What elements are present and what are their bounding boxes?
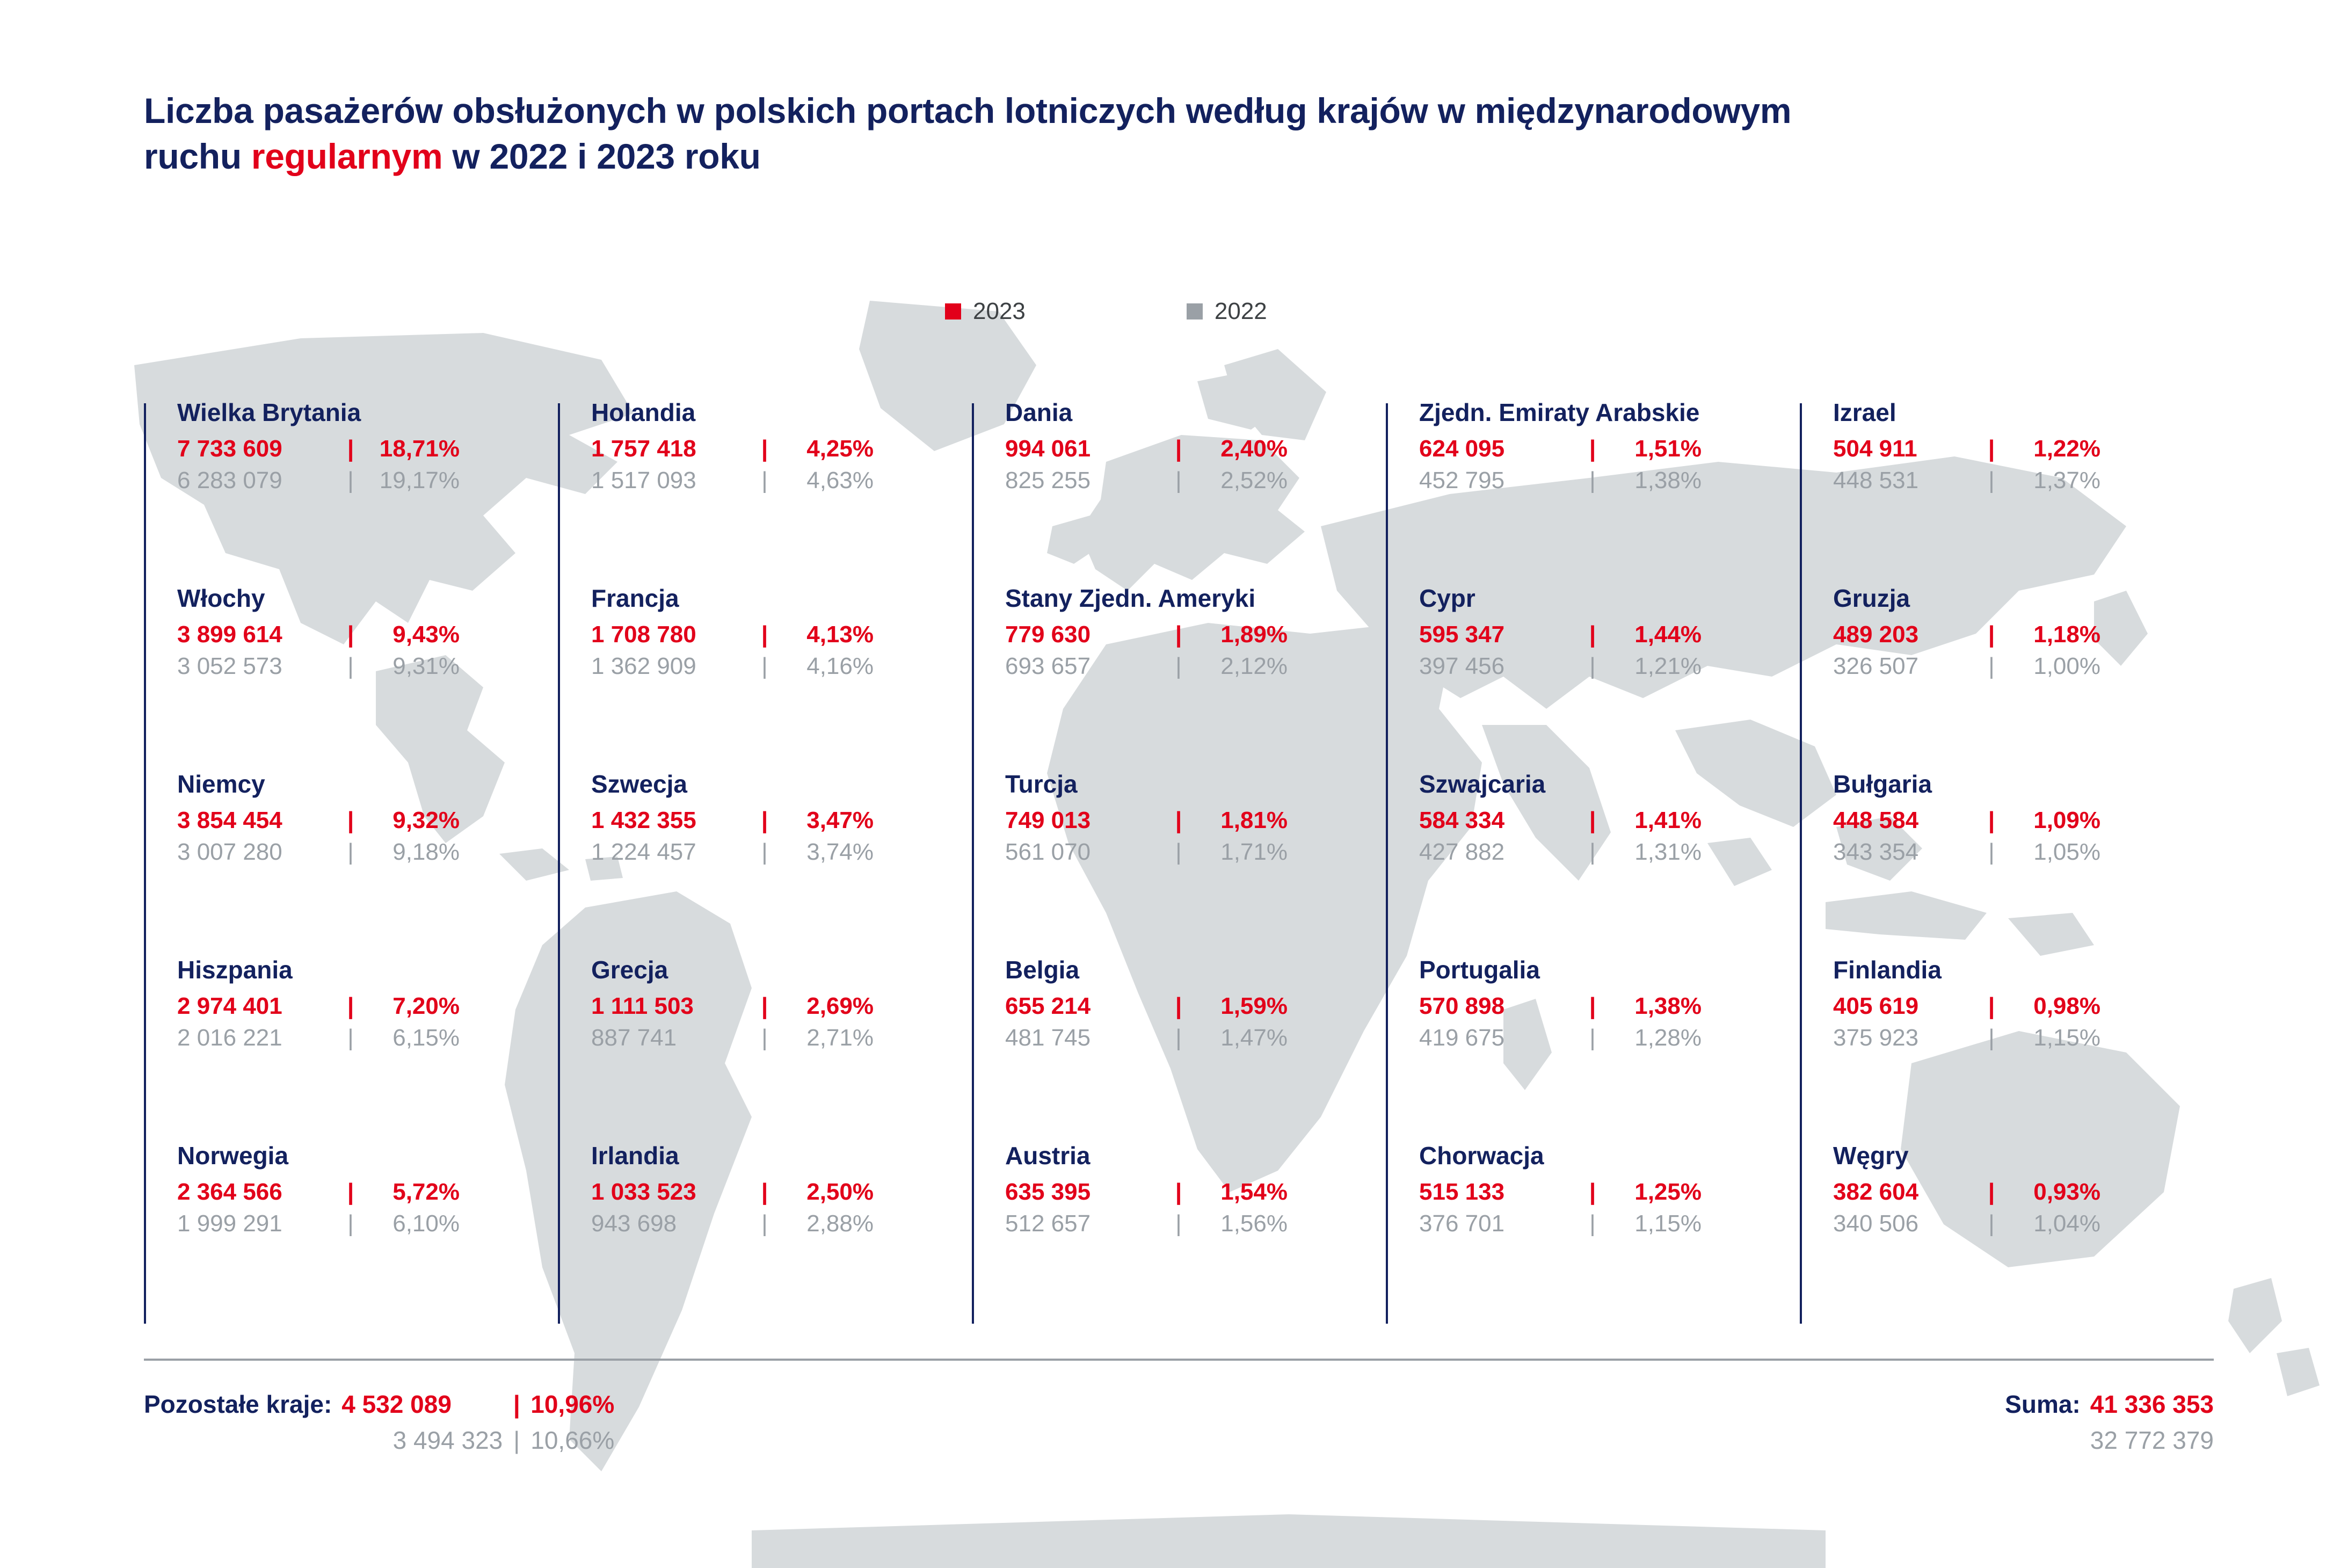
separator: | (347, 652, 354, 679)
value-2023: 570 898 (1419, 993, 1505, 1019)
share-2023: 5,72% (392, 1179, 460, 1205)
country-name: Stany Zjedn. Ameryki (1005, 584, 1256, 612)
country-name: Belgia (1005, 956, 1080, 984)
country-block (1419, 586, 1800, 772)
country-row-2023 (1419, 994, 1800, 1019)
separator: | (761, 1210, 768, 1237)
share-2022: 3,74% (806, 838, 874, 865)
separator: | (761, 838, 768, 865)
separator: | (513, 1390, 520, 1418)
country-block (177, 957, 558, 1143)
value-2022: 1 999 291 (177, 1210, 282, 1237)
separator: | (761, 993, 768, 1019)
share-2023: 3,47% (806, 807, 874, 833)
country-block (1833, 1143, 2214, 1329)
country-block (177, 1143, 558, 1329)
share-2023: 4,25% (806, 435, 874, 462)
country-row-2023 (1419, 622, 1800, 648)
country-block (1833, 586, 2214, 772)
country-grid (144, 400, 2214, 1329)
separator: | (1589, 467, 1596, 493)
country-row-2022 (1833, 1026, 2214, 1051)
country-row-2022 (1833, 468, 2214, 493)
country-block (1005, 957, 1386, 1143)
country-row-2023 (1005, 994, 1386, 1019)
share-2022: 1,00% (2033, 652, 2100, 679)
country-row-2022 (1419, 468, 1800, 493)
value-2022: 1 517 093 (591, 467, 696, 493)
country-row-2023 (1833, 1180, 2214, 1205)
country-name: Włochy (177, 584, 265, 612)
share-2022: 1,38% (1634, 467, 1702, 493)
value-2023: 2 974 401 (177, 993, 282, 1019)
country-name: Niemcy (177, 770, 265, 798)
other-countries-block (144, 1391, 633, 1454)
value-2023: 1 033 523 (591, 1179, 696, 1205)
separator: | (1589, 652, 1596, 679)
country-row-2022 (177, 1211, 558, 1237)
country-column-1 (144, 400, 558, 1329)
footer-divider (144, 1359, 2214, 1361)
country-row-2022 (591, 1211, 972, 1237)
separator: | (347, 807, 354, 833)
value-2023: 624 095 (1419, 435, 1505, 462)
country-name: Zjedn. Emiraty Arabskie (1419, 398, 1700, 426)
separator: | (1175, 1210, 1182, 1237)
country-name: Izrael (1833, 398, 1896, 426)
country-column-2 (558, 400, 972, 1329)
country-block (177, 772, 558, 957)
value-2022: 825 255 (1005, 467, 1091, 493)
share-2022: 1,15% (1634, 1210, 1702, 1237)
separator: | (761, 1179, 768, 1205)
share-2022: 2,12% (1220, 652, 1288, 679)
separator: | (1988, 1179, 1995, 1205)
share-2022: 4,63% (806, 467, 874, 493)
country-column-5 (1800, 400, 2214, 1329)
separator: | (1175, 807, 1182, 833)
value-2022: 397 456 (1419, 652, 1505, 679)
value-2023: 595 347 (1419, 621, 1505, 648)
country-row-2022 (1005, 1211, 1386, 1237)
country-row-2022 (1833, 1211, 2214, 1237)
country-name: Wielka Brytania (177, 398, 361, 426)
share-2022: 1,21% (1634, 652, 1702, 679)
separator: | (1175, 1179, 1182, 1205)
country-row-2023 (1419, 437, 1800, 462)
country-block (177, 400, 558, 586)
country-row-2022 (1005, 468, 1386, 493)
country-name: Bułgaria (1833, 770, 1932, 798)
country-name: Norwegia (177, 1142, 289, 1170)
country-row-2022 (591, 468, 972, 493)
value-2023: 515 133 (1419, 1179, 1505, 1205)
value-2022: 943 698 (591, 1210, 677, 1237)
value-2023: 3 899 614 (177, 621, 282, 648)
value-2022: 427 882 (1419, 838, 1505, 865)
total-value-2023: 41 336 353 (2090, 1390, 2214, 1418)
share-2023: 2,40% (1220, 435, 1288, 462)
country-block (1419, 957, 1800, 1143)
separator: | (1589, 807, 1596, 833)
value-2023: 994 061 (1005, 435, 1091, 462)
separator: | (1589, 1179, 1596, 1205)
share-2022: 6,15% (392, 1024, 460, 1051)
country-name: Chorwacja (1419, 1142, 1544, 1170)
page-title (144, 88, 2238, 179)
country-row-2023 (177, 994, 558, 1019)
country-block (1419, 1143, 1800, 1329)
country-block (591, 772, 972, 957)
separator: | (761, 1024, 768, 1051)
value-2023: 7 733 609 (177, 435, 282, 462)
chart-legend (945, 298, 1267, 325)
country-row-2022 (1419, 840, 1800, 865)
country-row-2023 (1833, 994, 2214, 1019)
country-row-2022 (591, 840, 972, 865)
legend-swatch-icon-2023 (945, 303, 961, 320)
country-row-2023 (177, 808, 558, 833)
share-2023: 9,43% (392, 621, 460, 648)
country-name: Hiszpania (177, 956, 293, 984)
separator: | (761, 621, 768, 648)
country-block (591, 957, 972, 1143)
share-2022: 19,17% (379, 467, 460, 493)
value-2022: 1 224 457 (591, 838, 696, 865)
total-block (2005, 1391, 2214, 1454)
value-2022: 481 745 (1005, 1024, 1091, 1051)
share-2023: 18,71% (379, 435, 460, 462)
share-2023: 1,89% (1220, 621, 1288, 648)
separator: | (347, 1210, 354, 1237)
share-2022: 4,16% (806, 652, 874, 679)
country-block (1419, 772, 1800, 957)
country-row-2023 (177, 622, 558, 648)
share-2022: 9,18% (392, 838, 460, 865)
country-block (591, 400, 972, 586)
value-2022: 340 506 (1833, 1210, 1919, 1237)
share-2023: 1,41% (1634, 807, 1702, 833)
separator: | (1175, 652, 1182, 679)
separator: | (347, 993, 354, 1019)
country-row-2022 (1005, 1026, 1386, 1051)
other-countries-share-2022: 10,66% (530, 1426, 615, 1454)
country-block (1833, 957, 2214, 1143)
country-row-2022 (1833, 840, 2214, 865)
title-line-2-suffix: w 2022 i 2023 roku (442, 136, 761, 176)
country-row-2022 (591, 1026, 972, 1051)
share-2022: 6,10% (392, 1210, 460, 1237)
country-name: Portugalia (1419, 956, 1540, 984)
separator: | (1589, 838, 1596, 865)
country-row-2022 (1419, 1211, 1800, 1237)
share-2022: 1,56% (1220, 1210, 1288, 1237)
other-countries-label: Pozostałe kraje: (144, 1390, 332, 1418)
country-row-2023 (1005, 622, 1386, 648)
value-2022: 375 923 (1833, 1024, 1919, 1051)
share-2023: 1,38% (1634, 993, 1702, 1019)
country-name: Szwecja (591, 770, 687, 798)
country-row-2022 (1419, 654, 1800, 679)
other-countries-row-2022 (144, 1427, 633, 1454)
country-row-2023 (1005, 808, 1386, 833)
footer (144, 1391, 2214, 1454)
country-name: Irlandia (591, 1142, 679, 1170)
value-2022: 376 701 (1419, 1210, 1505, 1237)
share-2022: 2,52% (1220, 467, 1288, 493)
share-2022: 1,04% (2033, 1210, 2100, 1237)
value-2022: 2 016 221 (177, 1024, 282, 1051)
separator: | (347, 1179, 354, 1205)
share-2023: 2,50% (806, 1179, 874, 1205)
share-2023: 4,13% (806, 621, 874, 648)
share-2022: 2,88% (806, 1210, 874, 1237)
country-name: Holandia (591, 398, 696, 426)
separator: | (1988, 1210, 1995, 1237)
separator: | (1589, 993, 1596, 1019)
separator: | (1175, 1024, 1182, 1051)
title-line-1: Liczba pasażerów obsłużonych w polskich portach lotniczych według krajów w międzynarodowym (144, 91, 1792, 131)
country-name: Finlandia (1833, 956, 1942, 984)
country-name: Turcja (1005, 770, 1078, 798)
country-row-2023 (591, 994, 972, 1019)
share-2022: 1,37% (2033, 467, 2100, 493)
separator: | (1589, 1024, 1596, 1051)
country-row-2023 (1419, 808, 1800, 833)
separator: | (513, 1426, 520, 1454)
other-countries-value-2023: 4 532 089 (341, 1390, 452, 1418)
other-countries-share-2023: 10,96% (530, 1390, 615, 1418)
value-2023: 1 708 780 (591, 621, 696, 648)
separator: | (347, 621, 354, 648)
country-block (591, 1143, 972, 1329)
country-column-3 (972, 400, 1386, 1329)
share-2023: 0,98% (2033, 993, 2100, 1019)
share-2023: 7,20% (392, 993, 460, 1019)
value-2023: 1 111 503 (591, 993, 694, 1019)
value-2022: 887 741 (591, 1024, 677, 1051)
value-2022: 452 795 (1419, 467, 1505, 493)
separator: | (347, 467, 354, 493)
country-block (177, 586, 558, 772)
value-2023: 448 584 (1833, 807, 1919, 833)
share-2023: 1,09% (2033, 807, 2100, 833)
separator: | (1175, 621, 1182, 648)
value-2022: 3 052 573 (177, 652, 282, 679)
separator: | (1175, 435, 1182, 462)
separator: | (347, 435, 354, 462)
value-2022: 419 675 (1419, 1024, 1505, 1051)
country-row-2023 (1005, 1180, 1386, 1205)
country-block (591, 586, 972, 772)
value-2023: 1 757 418 (591, 435, 696, 462)
country-block (1833, 772, 2214, 957)
country-row-2023 (177, 1180, 558, 1205)
value-2022: 343 354 (1833, 838, 1919, 865)
country-name: Dania (1005, 398, 1073, 426)
title-highlight: regularnym (251, 136, 443, 176)
total-value-2022: 32 772 379 (2090, 1426, 2214, 1454)
country-name: Szwajcaria (1419, 770, 1546, 798)
country-row-2023 (591, 622, 972, 648)
separator: | (1175, 467, 1182, 493)
share-2023: 1,18% (2033, 621, 2100, 648)
value-2022: 448 531 (1833, 467, 1919, 493)
separator: | (761, 652, 768, 679)
separator: | (1988, 838, 1995, 865)
country-name: Gruzja (1833, 584, 1910, 612)
share-2023: 1,22% (2033, 435, 2100, 462)
country-row-2023 (1419, 1180, 1800, 1205)
country-name: Austria (1005, 1142, 1091, 1170)
country-row-2022 (1833, 654, 2214, 679)
legend-label-2022: 2022 (1214, 298, 1267, 324)
country-row-2023 (177, 437, 558, 462)
country-name: Węgry (1833, 1142, 1909, 1170)
legend-label-2023: 2023 (973, 298, 1026, 324)
country-row-2022 (591, 654, 972, 679)
separator: | (1988, 435, 1995, 462)
total-row-2022 (2005, 1427, 2214, 1454)
separator: | (761, 435, 768, 462)
value-2023: 2 364 566 (177, 1179, 282, 1205)
value-2022: 1 362 909 (591, 652, 696, 679)
value-2023: 1 432 355 (591, 807, 696, 833)
share-2023: 1,44% (1634, 621, 1702, 648)
value-2023: 779 630 (1005, 621, 1091, 648)
country-row-2023 (591, 808, 972, 833)
value-2022: 693 657 (1005, 652, 1091, 679)
share-2023: 9,32% (392, 807, 460, 833)
country-block (1833, 400, 2214, 586)
value-2023: 635 395 (1005, 1179, 1091, 1205)
country-row-2022 (177, 840, 558, 865)
value-2023: 405 619 (1833, 993, 1919, 1019)
share-2022: 1,71% (1220, 838, 1288, 865)
total-row-2023 (2005, 1391, 2214, 1418)
value-2023: 584 334 (1419, 807, 1505, 833)
share-2023: 1,81% (1220, 807, 1288, 833)
separator: | (1589, 621, 1596, 648)
separator: | (1988, 467, 1995, 493)
share-2023: 2,69% (806, 993, 874, 1019)
separator: | (1988, 807, 1995, 833)
other-countries-value-2022: 3 494 323 (392, 1426, 503, 1454)
country-row-2022 (177, 654, 558, 679)
share-2022: 1,47% (1220, 1024, 1288, 1051)
country-row-2023 (1833, 437, 2214, 462)
country-column-4 (1386, 400, 1800, 1329)
separator: | (1589, 1210, 1596, 1237)
separator: | (1988, 1024, 1995, 1051)
value-2023: 489 203 (1833, 621, 1919, 648)
value-2023: 382 604 (1833, 1179, 1919, 1205)
country-row-2022 (1005, 654, 1386, 679)
country-block (1005, 586, 1386, 772)
country-row-2022 (177, 1026, 558, 1051)
country-row-2022 (177, 468, 558, 493)
total-label: Suma: (2005, 1390, 2081, 1418)
value-2023: 749 013 (1005, 807, 1091, 833)
value-2022: 561 070 (1005, 838, 1091, 865)
country-block (1005, 772, 1386, 957)
separator: | (1988, 652, 1995, 679)
separator: | (1988, 993, 1995, 1019)
share-2023: 1,25% (1634, 1179, 1702, 1205)
share-2022: 1,28% (1634, 1024, 1702, 1051)
separator: | (1988, 621, 1995, 648)
share-2023: 0,93% (2033, 1179, 2100, 1205)
country-row-2023 (1005, 437, 1386, 462)
country-row-2023 (1833, 808, 2214, 833)
separator: | (761, 467, 768, 493)
value-2022: 326 507 (1833, 652, 1919, 679)
country-name: Francja (591, 584, 679, 612)
value-2022: 3 007 280 (177, 838, 282, 865)
country-block (1005, 1143, 1386, 1329)
country-block (1419, 400, 1800, 586)
legend-item-2022 (1187, 298, 1267, 325)
country-row-2023 (591, 437, 972, 462)
country-name: Grecja (591, 956, 668, 984)
share-2022: 9,31% (392, 652, 460, 679)
title-line-2-prefix: ruchu (144, 136, 251, 176)
separator: | (761, 807, 768, 833)
separator: | (347, 838, 354, 865)
country-name: Cypr (1419, 584, 1475, 612)
share-2022: 1,31% (1634, 838, 1702, 865)
separator: | (1175, 838, 1182, 865)
separator: | (347, 1024, 354, 1051)
legend-item-2023 (945, 298, 1026, 325)
country-row-2023 (1833, 622, 2214, 648)
share-2022: 1,05% (2033, 838, 2100, 865)
share-2023: 1,51% (1634, 435, 1702, 462)
value-2022: 6 283 079 (177, 467, 282, 493)
country-row-2023 (591, 1180, 972, 1205)
share-2022: 2,71% (806, 1024, 874, 1051)
legend-swatch-icon-2022 (1187, 303, 1203, 320)
value-2023: 3 854 454 (177, 807, 282, 833)
country-block (1005, 400, 1386, 586)
value-2022: 512 657 (1005, 1210, 1091, 1237)
share-2023: 1,59% (1220, 993, 1288, 1019)
other-countries-row-2023 (144, 1391, 633, 1418)
separator: | (1589, 435, 1596, 462)
share-2023: 1,54% (1220, 1179, 1288, 1205)
value-2023: 655 214 (1005, 993, 1091, 1019)
value-2023: 504 911 (1833, 435, 1917, 462)
country-row-2022 (1005, 840, 1386, 865)
separator: | (1175, 993, 1182, 1019)
country-row-2022 (1419, 1026, 1800, 1051)
share-2022: 1,15% (2033, 1024, 2100, 1051)
